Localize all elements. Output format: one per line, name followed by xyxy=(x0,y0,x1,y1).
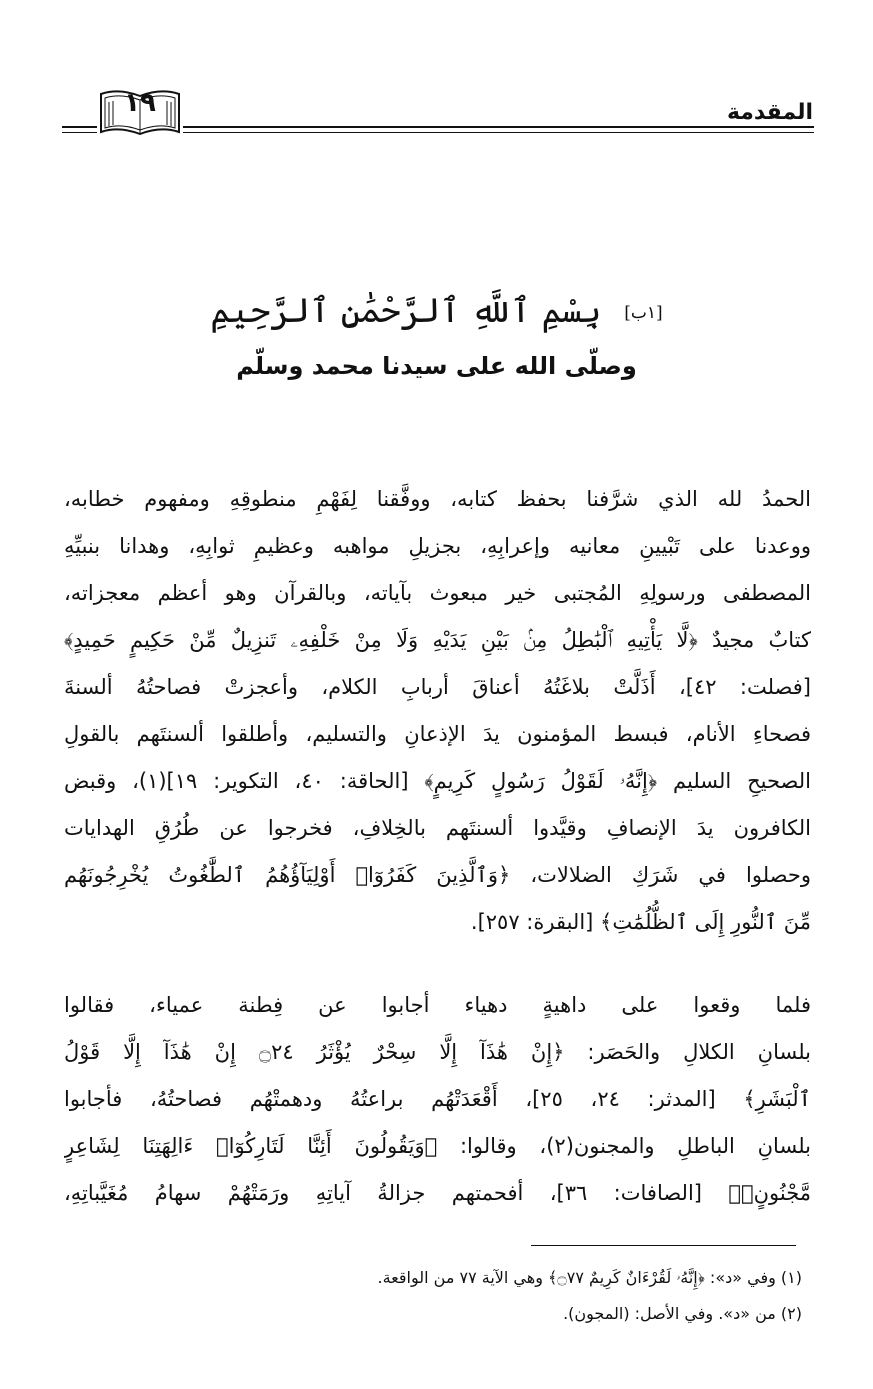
page-number: ١٩ xyxy=(124,88,156,118)
paragraph-2 xyxy=(64,982,811,1217)
basmala: بِسْمِ ٱللَّهِ ٱلرَّحْمَٰنِ ٱلرَّحِيمِ xyxy=(210,291,602,331)
paragraph-1 xyxy=(64,476,811,946)
text-line: [فصلت: ٤٢]، أَذَلَّتْ بلاغَتُهُ أعناقَ أربابِ الكلام، وأعجزتْ فصاحتُهُ ألسنةَ xyxy=(64,675,811,699)
folio-mark: [١ب] xyxy=(624,303,663,323)
text-line: ٱلْبَشَرِ﴾ [المدثر: ٢٤، ٢٥]، أَقْعَدَتْهُم براعتُهُ ودهمتْهُم فصاحتُهُ، فأجابوا xyxy=(64,1087,811,1111)
text-line: وحصلوا في شَرَكِ الضلالات، ﴿وَٱلَّذِينَ كَفَرُوٓا۟ أَوْلِيَآؤُهُمُ ٱلطَّٰغُوتُ يُخْرِجُونَهُم xyxy=(64,863,811,887)
text-line: مِّنَ ٱلنُّورِ إِلَى ٱلظُّلُمَٰتِ﴾ [البقرة: ٢٥٧]. xyxy=(470,910,811,934)
text-line: فلما وقعوا على داهيةٍ دهياء أجابوا عن فِطنة عمياء، فقالوا xyxy=(64,993,811,1017)
footnotes xyxy=(64,1260,802,1332)
text-line: ووعدنا على تَبْيينِ معانيه وإعرابِهِ، بجزيلِ مواهبه وعظيمِ ثوابِهِ، وهدانا بنبيِّهِ xyxy=(64,534,811,558)
text-line: بلسانِ الباطلِ والمجنون(٢)، وقالوا: ﴿وَيَقُولُونَ أَئِنَّا لَتَارِكُوٓا۟ ءَالِهَتِنَا لِشَاعِرٍ xyxy=(64,1134,811,1158)
footnote-separator xyxy=(531,1245,796,1246)
text-line: الصحيحِ السليم ﴿إِنَّهُۥ لَقَوْلُ رَسُولٍ كَرِيمٍ﴾ [الحاقة: ٤٠، التكوير: ١٩](١)، وقبض xyxy=(64,769,811,793)
footnote: (٢) من «د». وفي الأصل: (المجون). xyxy=(563,1304,802,1323)
text-line: فصحاءِ الأنام، فبسط المؤمنون يدَ الإذعانِ والتسليم، وأطلقوا ألسنتَهم بالقولِ xyxy=(64,722,811,746)
text-line: مَّجْنُونٍۭ﴾ [الصافات: ٣٦]، أفحمتهم جزالةُ آياتِهِ ورَمَتْهُمْ سهامُ مُغَيَّباتِهِ، xyxy=(64,1181,811,1205)
salutation: وصلّى الله على سيدنا محمد وسلّم xyxy=(236,352,637,380)
running-title: المقدمة xyxy=(726,100,813,125)
footnote: (١) وفي «د»: ﴿إِنَّهُۥ لَقُرْءَانٌ كَرِيمٌ ۝٧٧﴾ وهي الآية ٧٧ من الواقعة. xyxy=(377,1268,802,1287)
text-line: الحمدُ لله الذي شرَّفنا بحفظ كتابه، ووفَّقنا لِفَهْمِ منطوقِهِ ومفهوم خطابه، xyxy=(64,487,811,511)
text-line: كتابٌ مجيدٌ ﴿لَّا يَأْتِيهِ ٱلْبَٰطِلُ مِنۢ بَيْنِ يَدَيْهِ وَلَا مِنْ خَلْفِهِۦ تَنزِيلٌ مِّنْ حَكِيمٍ حَمِيدٍ﴾ xyxy=(64,628,811,652)
text-line: الكافرون يدَ الإنصافِ وقيَّدوا ألسنتَهم بالخِلافِ، فخرجوا عن طُرُقِ الهدايات xyxy=(64,816,811,840)
text-line: بلسانِ الكلالِ والحَصَر: ﴿إِنْ هَٰذَآ إِلَّا سِحْرٌ يُؤْثَرُ ۝٢٤ إِنْ هَٰذَآ إِلَّا قَوْلُ xyxy=(64,1040,811,1064)
page-number-badge xyxy=(97,86,183,140)
basmala-line xyxy=(0,290,873,331)
text-line: المصطفى ورسولِهِ المُجتبى خير مبعوث بآياته، وبالقرآن وهو أعظم معجزاته، xyxy=(64,581,811,605)
